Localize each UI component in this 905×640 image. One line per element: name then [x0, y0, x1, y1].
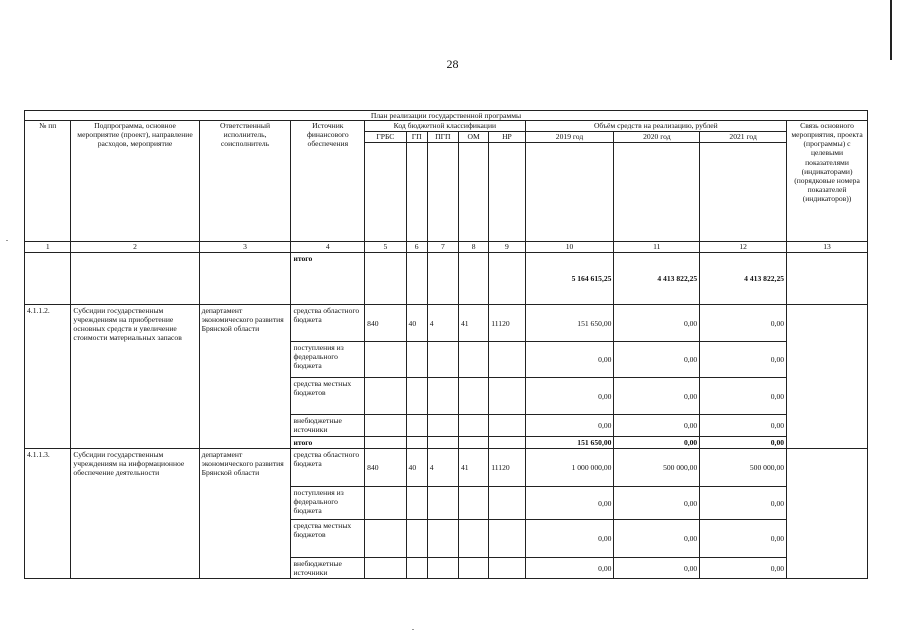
- source-label: средства областного бюджета: [291, 449, 365, 487]
- table-row: [25, 305, 868, 342]
- total-2020: 4 413 822,25: [614, 253, 700, 305]
- col-number: 5: [365, 242, 406, 253]
- scan-speck: [6, 240, 8, 241]
- value-2019: 1 000 000,00: [525, 449, 614, 487]
- total-label: итого: [291, 253, 365, 305]
- value-2020: 0,00: [614, 378, 700, 415]
- total-2021: 4 413 822,25: [700, 253, 787, 305]
- header-source: Источник финансового обеспечения: [291, 121, 365, 242]
- header-program: Подпрограмма, основное мероприятие (проект), направление расходов, мероприятие: [71, 121, 199, 242]
- np-value: 11120: [489, 449, 525, 487]
- value-2020: 0,00: [614, 305, 700, 342]
- source-label: поступления из федерального бюджета: [291, 487, 365, 520]
- table-row: [25, 449, 868, 487]
- value-2021: 0,00: [700, 378, 787, 415]
- total-2019: 151 650,00: [525, 437, 614, 449]
- value-2020: 500 000,00: [614, 449, 700, 487]
- value-2019: 0,00: [525, 487, 614, 520]
- gp-value: 40: [406, 449, 427, 487]
- value-2021: 0,00: [700, 342, 787, 378]
- gp-value: 40: [406, 305, 427, 342]
- col-number: 1: [25, 242, 71, 253]
- value-2021: 0,00: [700, 520, 787, 558]
- total-2019: 5 164 615,25: [525, 253, 614, 305]
- header-link: Связь основного мероприятия, проекта (программы) с целевыми показателями (индикаторами) (порядковые номера показателей (индикаторов)): [787, 121, 868, 242]
- header-grbs: ГРБС: [365, 132, 406, 143]
- col-number: 12: [700, 242, 787, 253]
- scan-speck: [412, 629, 414, 630]
- col-number: 11: [614, 242, 700, 253]
- header-2021: 2021 год: [700, 132, 787, 143]
- pgp-value: 4: [427, 305, 458, 342]
- value-2020: 0,00: [614, 487, 700, 520]
- total-2021: 0,00: [700, 437, 787, 449]
- page-number: 28: [446, 57, 459, 71]
- header-executor: Ответственный исполнитель, соисполнитель: [199, 121, 291, 242]
- col-number: 4: [291, 242, 365, 253]
- source-label: средства местных бюджетов: [291, 378, 365, 415]
- col-number: 3: [199, 242, 291, 253]
- item-name: Субсидии государственным учреждениям на приобретение основных средств и увеличение стоимости материальных запасов: [71, 305, 199, 449]
- source-label: внебюджетные источники: [291, 558, 365, 579]
- source-label: средства местных бюджетов: [291, 520, 365, 558]
- value-2021: 500 000,00: [700, 449, 787, 487]
- om-value: 41: [459, 449, 489, 487]
- value-2021: 0,00: [700, 487, 787, 520]
- source-label: средства областного бюджета: [291, 305, 365, 342]
- value-2020: 0,00: [614, 520, 700, 558]
- value-2021: 0,00: [700, 558, 787, 579]
- pgp-value: 4: [427, 449, 458, 487]
- value-2020: 0,00: [614, 558, 700, 579]
- om-value: 41: [459, 305, 489, 342]
- header-2019: 2019 год: [525, 132, 614, 143]
- table-title: План реализации государственной программы: [25, 111, 868, 121]
- source-label: внебюджетные источники: [291, 415, 365, 437]
- grbs-value: 840: [365, 305, 406, 342]
- program-plan-table: [24, 110, 868, 579]
- header-pgp: ПГП: [427, 132, 458, 143]
- value-2021: 0,00: [700, 415, 787, 437]
- value-2019: 0,00: [525, 378, 614, 415]
- value-2021: 0,00: [700, 305, 787, 342]
- col-number: 8: [459, 242, 489, 253]
- np-value: 11120: [489, 305, 525, 342]
- table-row: [25, 253, 868, 305]
- value-2019: 0,00: [525, 415, 614, 437]
- header-gp: ГП: [406, 132, 427, 143]
- value-2019: 0,00: [525, 558, 614, 579]
- value-2020: 0,00: [614, 342, 700, 378]
- column-numbers-row: [25, 242, 868, 253]
- header-om: ОМ: [459, 132, 489, 143]
- col-number: 10: [525, 242, 614, 253]
- total-2020: 0,00: [614, 437, 700, 449]
- value-2019: 151 650,00: [525, 305, 614, 342]
- item-number: 4.1.1.3.: [25, 449, 71, 579]
- col-number: 7: [427, 242, 458, 253]
- header-budget-code: Код бюджетной классификации: [365, 121, 525, 132]
- source-label: поступления из федерального бюджета: [291, 342, 365, 378]
- item-number: 4.1.1.2.: [25, 305, 71, 449]
- value-2019: 0,00: [525, 520, 614, 558]
- value-2019: 0,00: [525, 342, 614, 378]
- total-label: итого: [291, 437, 365, 449]
- col-number: 6: [406, 242, 427, 253]
- col-number: 2: [71, 242, 199, 253]
- header-amount: Объём средств на реализацию, рублей: [525, 121, 786, 132]
- header-2020: 2020 год: [614, 132, 700, 143]
- header-np: НР: [489, 132, 525, 143]
- item-executor: департамент экономического развития Брянской области: [199, 449, 291, 579]
- scan-edge-line: [890, 0, 892, 60]
- header-num: № пп: [25, 121, 71, 242]
- col-number: 9: [489, 242, 525, 253]
- item-executor: департамент экономического развития Брянской области: [199, 305, 291, 449]
- col-number: 13: [787, 242, 868, 253]
- item-name: Субсидии государственным учреждениям на информационное обеспечение деятельности: [71, 449, 199, 579]
- value-2020: 0,00: [614, 415, 700, 437]
- grbs-value: 840: [365, 449, 406, 487]
